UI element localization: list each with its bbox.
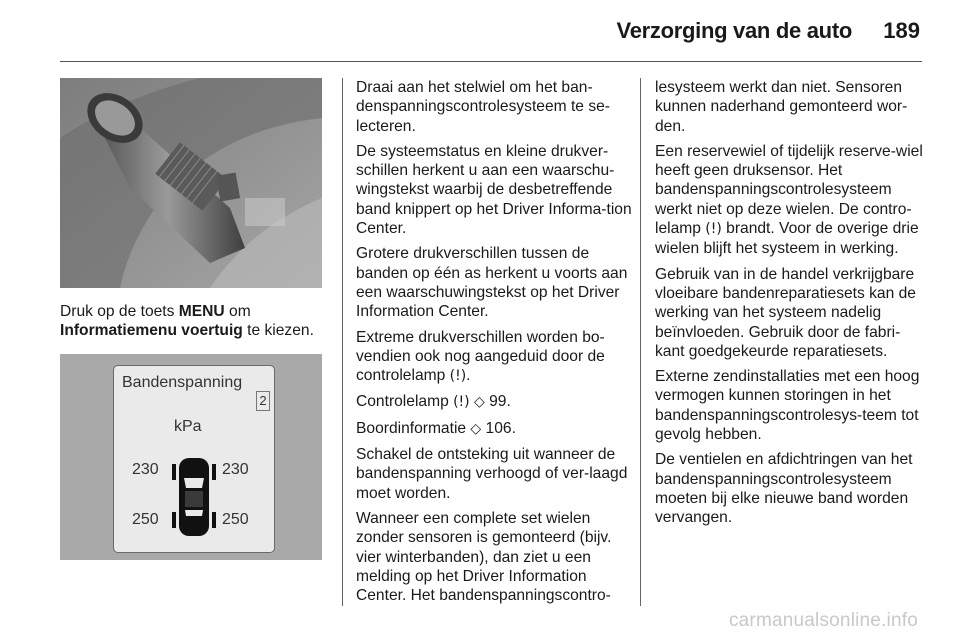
paragraph: Een reservewiel of tijdelijk reserve-wiel heeft geen druksensor. Het bandenspanningscontrolesysteem werkt niet op deze wielen. De contro-lelamp (!) brandt. Voor de overige drie wielen blijft het systeem in werking. — [655, 142, 923, 258]
paragraph: Draai aan het stelwiel om het ban-denspanningscontrolesysteem te se-lecteren. — [356, 79, 610, 135]
text-column-3 — [655, 78, 925, 534]
watermark: carmanualsonline.info — [728, 610, 918, 631]
page-header — [0, 0, 960, 60]
column-divider-2 — [640, 78, 641, 606]
text-column-2 — [356, 78, 632, 611]
menu-instruction: Druk op de toets MENU om Informatiemenu voertuig te kiezen. — [60, 303, 314, 340]
paragraph: De ventielen en afdichtringen van het bandenspanningscontrolesysteem moeten bij elke nieuwe band worden vervangen. — [655, 451, 913, 527]
paragraph: De systeemstatus en kleine drukver-schillen herkent u aan een waarschu-wingstekst waarbij de desbetreffende band knippert op het Driver Informa-tion Center. — [356, 142, 632, 238]
paragraph: Extreme drukverschillen worden bo-vendien ook nog aangeduid door de controlelamp (!). — [356, 328, 605, 385]
display-unit: kPa — [174, 418, 202, 435]
car-top-view-icon — [172, 458, 216, 536]
tire-pressure-warning-icon: (!) — [705, 221, 722, 238]
page-number: 189 — [883, 18, 920, 43]
paragraph: Gebruik van in de handel verkrijgbare vloeibare bandenreparatiesets kan de werking van het systeem nadelig beïnvloeden. Gebruik door de fabri-kant goedgekeurde reparatiesets. — [655, 265, 916, 360]
lcd-screen — [113, 365, 275, 553]
tire-pressure-display-illustration — [60, 354, 322, 560]
header-divider — [60, 61, 922, 62]
paragraph: Grotere drukverschillen tussen de banden op één as herkent u voorts aan een waarschuwingstekst op het Driver Information Center. — [356, 245, 628, 321]
tire-pressure-warning-icon: (!) — [453, 394, 470, 411]
pressure-rear-left: 250 — [132, 511, 159, 528]
tire-pressure-warning-icon: (!) — [449, 368, 467, 385]
stalk-photo — [60, 78, 322, 288]
paragraph: Controlelamp (!) ◇ 99. — [356, 393, 511, 411]
display-mode-indicator: 2 — [256, 391, 270, 411]
menu-key-label: MENU — [178, 303, 225, 320]
menu-item-label: Informatiemenu voertuig — [60, 322, 243, 340]
display-title: Bandenspanning — [122, 374, 243, 391]
column-divider-1 — [342, 78, 343, 606]
pressure-front-left: 230 — [132, 461, 159, 478]
paragraph: Schakel de ontsteking uit wanneer de bandenspanning verhoogd of ver-laagd moet worden. — [356, 446, 628, 502]
page-title: Verzorging van de auto — [616, 18, 852, 43]
paragraph: Wanneer een complete set wielen zonder sensoren is gemonteerd (bijv. vier winterbanden), dan ziet u een melding op het Driver Information Center. Het bandenspanningscontro- — [356, 509, 612, 605]
paragraph: Boordinformatie ◇ 106. — [356, 419, 516, 437]
paragraph: lesysteem werkt dan niet. Sensoren kunnen naderhand gemonteerd wor-den. — [655, 79, 908, 135]
paragraph: Externe zendinstallaties met een hoog vermogen kunnen storingen in het bandenspanningscontrolesys-teem tot gevolg hebben. — [655, 368, 920, 444]
page-reference-icon: ◇ — [470, 420, 482, 437]
stalk-photo-drawing — [60, 78, 322, 288]
page-reference-icon: ◇ — [473, 394, 485, 411]
pressure-rear-right: 250 — [222, 511, 249, 528]
pressure-front-right: 230 — [222, 461, 249, 478]
